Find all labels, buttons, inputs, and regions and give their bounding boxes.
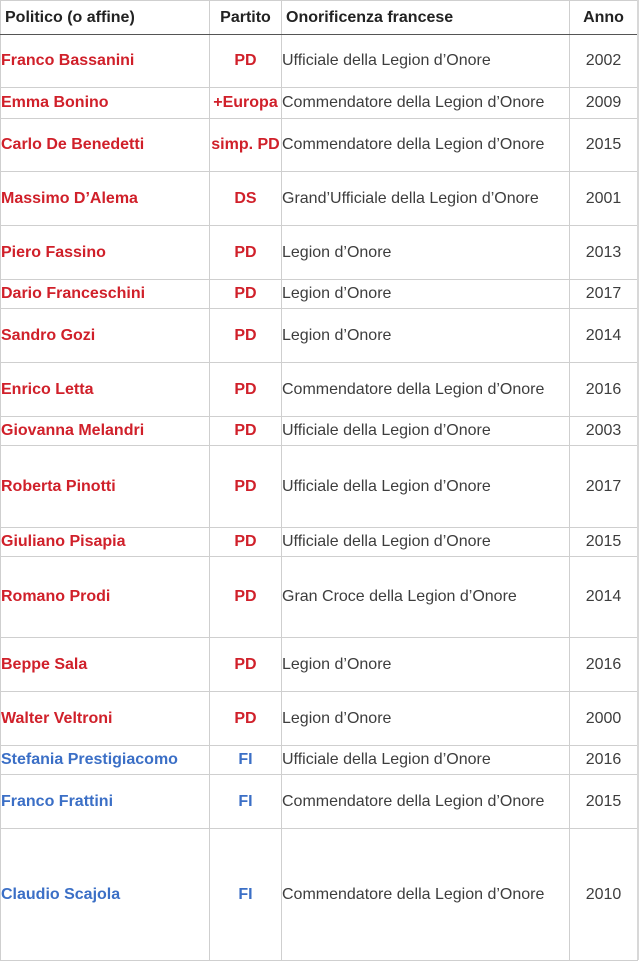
party-name: PD: [210, 692, 282, 746]
honor-name: Grand’Ufficiale della Legion d’Onore: [282, 172, 570, 226]
politician-name: Carlo De Benedetti: [1, 119, 210, 172]
header-row: [1, 1, 638, 35]
party-name: PD: [210, 528, 282, 557]
table-row: [1, 309, 638, 363]
award-year: 2000: [570, 692, 638, 746]
honor-name: Legion d’Onore: [282, 638, 570, 692]
honor-name: Legion d’Onore: [282, 226, 570, 280]
party-name: simp. PD: [210, 119, 282, 172]
party-name: FI: [210, 775, 282, 829]
table-row: [1, 280, 638, 309]
honor-name: Legion d’Onore: [282, 309, 570, 363]
table-row: [1, 829, 638, 961]
politician-name: Emma Bonino: [1, 88, 210, 119]
table-row: [1, 692, 638, 746]
table-row: [1, 226, 638, 280]
table-row: [1, 746, 638, 775]
table-row: [1, 119, 638, 172]
honor-name: Ufficiale della Legion d’Onore: [282, 35, 570, 88]
honor-name: Ufficiale della Legion d’Onore: [282, 746, 570, 775]
honor-name: Commendatore della Legion d’Onore: [282, 88, 570, 119]
party-name: PD: [210, 226, 282, 280]
party-name: PD: [210, 417, 282, 446]
header-politician: Politico (o affine): [1, 1, 210, 35]
politician-name: Franco Bassanini: [1, 35, 210, 88]
award-year: 2003: [570, 417, 638, 446]
table-row: [1, 363, 638, 417]
table-row: [1, 446, 638, 528]
party-name: PD: [210, 280, 282, 309]
party-name: PD: [210, 309, 282, 363]
award-year: 2009: [570, 88, 638, 119]
politician-name: Claudio Scajola: [1, 829, 210, 961]
party-name: PD: [210, 363, 282, 417]
politician-name: Piero Fassino: [1, 226, 210, 280]
honor-name: Legion d’Onore: [282, 280, 570, 309]
party-name: PD: [210, 446, 282, 528]
award-year: 2010: [570, 829, 638, 961]
politician-name: Enrico Letta: [1, 363, 210, 417]
award-year: 2015: [570, 119, 638, 172]
party-name: DS: [210, 172, 282, 226]
honor-name: Ufficiale della Legion d’Onore: [282, 446, 570, 528]
politician-name: Franco Frattini: [1, 775, 210, 829]
politician-name: Dario Franceschini: [1, 280, 210, 309]
award-year: 2013: [570, 226, 638, 280]
table-row: [1, 528, 638, 557]
award-year: 2016: [570, 746, 638, 775]
table-row: [1, 775, 638, 829]
honor-name: Commendatore della Legion d’Onore: [282, 363, 570, 417]
table-row: [1, 557, 638, 638]
table-row: [1, 172, 638, 226]
honor-name: Legion d’Onore: [282, 692, 570, 746]
party-name: PD: [210, 35, 282, 88]
honor-name: Commendatore della Legion d’Onore: [282, 775, 570, 829]
table-body: [1, 35, 638, 961]
honor-name: Gran Croce della Legion d’Onore: [282, 557, 570, 638]
award-year: 2001: [570, 172, 638, 226]
header-party: Partito: [210, 1, 282, 35]
politician-name: Walter Veltroni: [1, 692, 210, 746]
politician-name: Roberta Pinotti: [1, 446, 210, 528]
politician-name: Sandro Gozi: [1, 309, 210, 363]
party-name: +Europa: [210, 88, 282, 119]
politician-name: Stefania Prestigiacomo: [1, 746, 210, 775]
award-year: 2015: [570, 528, 638, 557]
award-year: 2002: [570, 35, 638, 88]
honor-name: Ufficiale della Legion d’Onore: [282, 528, 570, 557]
award-year: 2016: [570, 363, 638, 417]
party-name: FI: [210, 746, 282, 775]
header-year: Anno: [570, 1, 638, 35]
honor-name: Commendatore della Legion d’Onore: [282, 829, 570, 961]
table-row: [1, 638, 638, 692]
honor-name: Commendatore della Legion d’Onore: [282, 119, 570, 172]
award-year: 2017: [570, 280, 638, 309]
header-honor: Onorificenza francese: [282, 1, 570, 35]
award-year: 2015: [570, 775, 638, 829]
award-year: 2014: [570, 557, 638, 638]
honor-name: Ufficiale della Legion d’Onore: [282, 417, 570, 446]
politician-name: Romano Prodi: [1, 557, 210, 638]
table-row: [1, 88, 638, 119]
table-row: [1, 417, 638, 446]
award-year: 2017: [570, 446, 638, 528]
party-name: PD: [210, 638, 282, 692]
politician-name: Giovanna Melandri: [1, 417, 210, 446]
table-row: [1, 35, 638, 88]
party-name: FI: [210, 829, 282, 961]
politician-name: Giuliano Pisapia: [1, 528, 210, 557]
award-year: 2014: [570, 309, 638, 363]
party-name: PD: [210, 557, 282, 638]
award-year: 2016: [570, 638, 638, 692]
politician-name: Beppe Sala: [1, 638, 210, 692]
politician-name: Massimo D’Alema: [1, 172, 210, 226]
